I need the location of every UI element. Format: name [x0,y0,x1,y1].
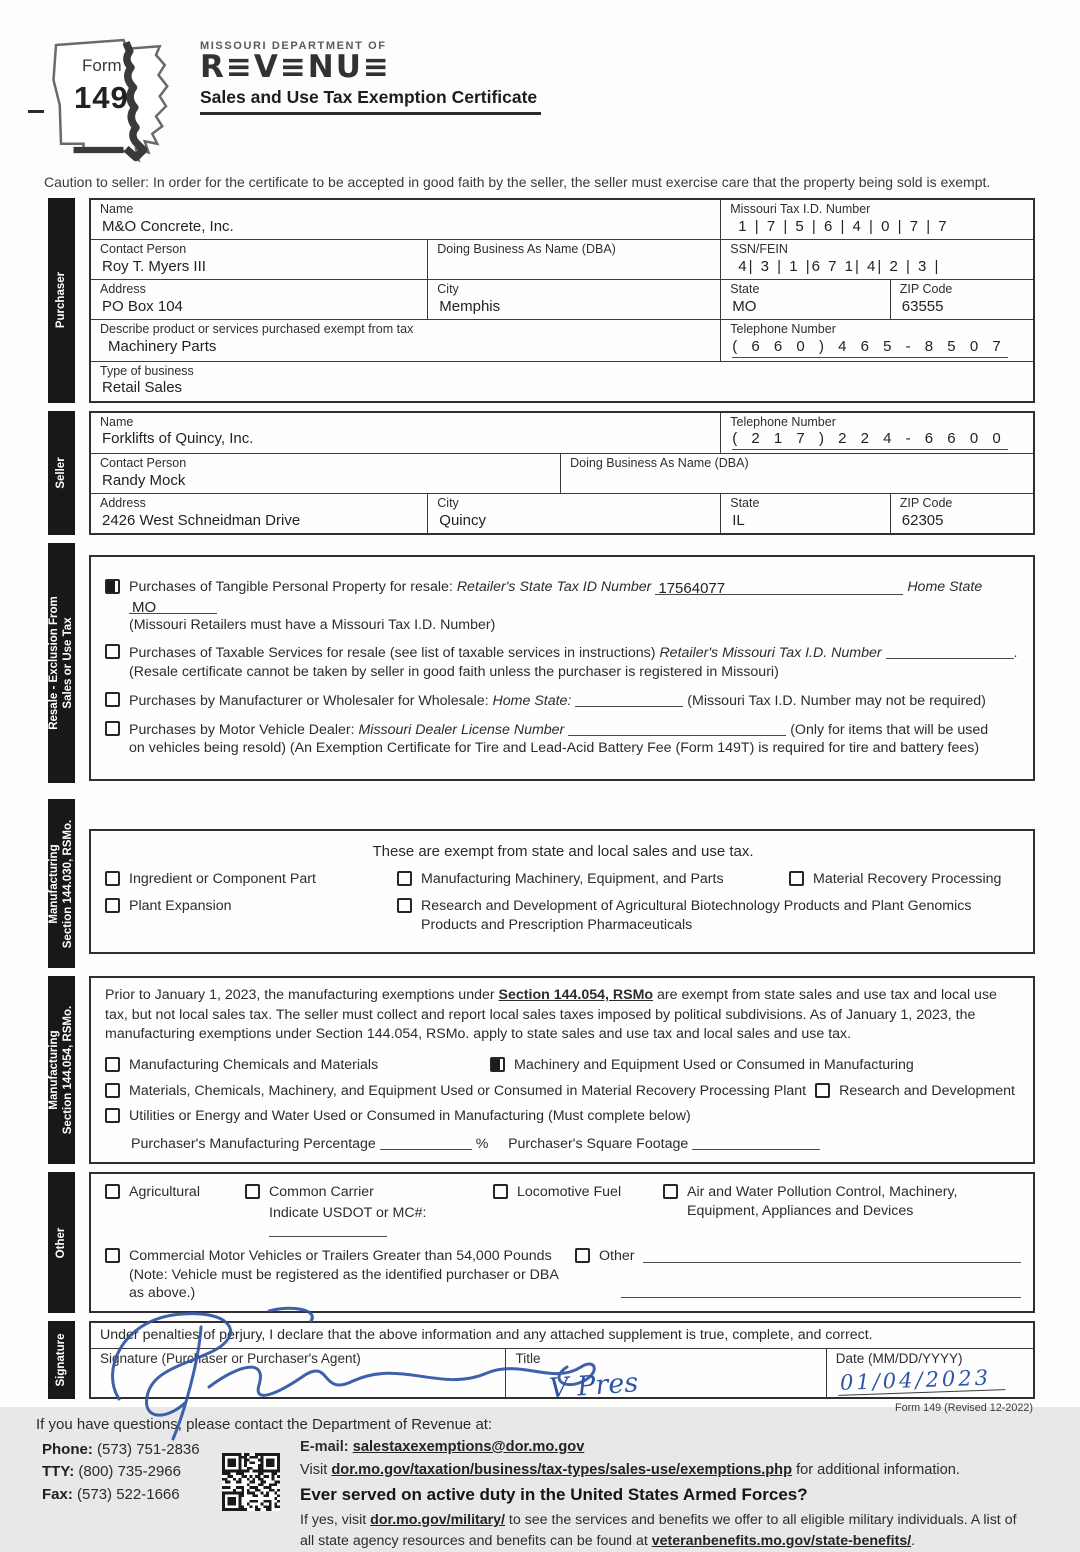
document-title: Sales and Use Tax Exemption Certificate [200,87,541,115]
seller-zip-field[interactable] [890,494,1033,533]
footer [36,1416,1035,1552]
mfg-054-chemicals-label: Manufacturing Chemicals and Materials [129,1056,379,1073]
resale-section-bar [48,543,75,783]
checkbox-motor-vehicle-dealer[interactable] [105,721,120,736]
checkbox-utilities-energy-water[interactable] [105,1108,120,1123]
mfg-030-bar-label-2: Section 144.030, RSMo. [61,819,74,948]
purchaser-section-bar [48,198,75,403]
armed-forces-question: Ever served on active duty in the United States Armed Forces? [300,1484,808,1504]
purchaser-tax-id-label: Missouri Tax I.D. Number [730,202,871,216]
purchaser-business-type-label: Type of business [100,363,194,378]
seller-state-value: IL [732,511,745,529]
mfg-054-box [89,976,1035,1164]
home-state-value: MO [132,598,157,616]
tty-label: TTY: [42,1463,75,1481]
exemptions-link[interactable]: dor.mo.gov/taxation/business/tax-types/sales-use/exemptions.php [331,1461,793,1478]
mfg-030-box [89,829,1035,954]
checkbox-material-recovery[interactable] [789,871,804,886]
purchaser-tax-id-value: 1 | 7 | 5 | 6 | 4 | 0 | 7 | 7 [738,217,949,235]
seller-state-label: State [730,496,760,511]
date-handwritten-value: 01/04/2023 [837,1365,1005,1396]
checkbox-tangible-property-resale[interactable] [105,579,120,594]
fax-value: (573) 522-1666 [77,1485,180,1503]
form-word: Form [82,56,122,75]
phone-value: (573) 751-2836 [97,1440,200,1458]
other-blank-1[interactable] [643,1247,1021,1263]
mfg-030-machinery-label: Manufacturing Machinery, Equipment, and Parts [421,871,724,888]
armed-text-2: to see the services and benefits we offer to all eligible military individuals. A list of [504,1511,1017,1528]
other-item-other [575,1247,1021,1301]
footer-info-column [288,1439,1035,1552]
purchaser-state-value: MO [732,297,757,315]
purchaser-contact-value: Roy T. Myers III [102,257,206,275]
seller-city-label: City [437,496,459,511]
fax-line [42,1484,222,1507]
armed-text-1: If yes, visit [300,1511,371,1528]
other-locomotive-label: Locomotive Fuel [517,1184,622,1201]
resale-tangible-note: (Missouri Retailers must have a Missouri Tax I.D. Number) [129,616,496,633]
mfg-030-recovery-label: Material Recovery Processing [813,871,1002,888]
resale-bar-label-1: Resale - Exclusion From [47,596,60,730]
resale-tangible-text: Purchases of Tangible Personal Property for resale: [129,579,453,596]
caution-to-seller: Caution to seller: In order for the certificate to be accepted in good faith by the seller, the seller must exercise care that the property being sold is exempt. [44,174,991,190]
purchaser-dba-label: Doing Business As Name (DBA) [437,242,616,256]
mfg-030-item-plant [105,897,397,916]
mfg-054-statute-ref[interactable]: Section 144.054, RSMo [498,987,654,1004]
signature-section [48,1321,1035,1405]
seller-contact-field[interactable] [91,454,560,493]
signature-bar-label: Signature [54,1333,67,1387]
resale-dealer-suffix: (Only for items that will be used [790,721,989,738]
checkbox-air-water-pollution[interactable] [663,1184,678,1199]
resale-services-text: Purchases of Taxable Services for resale (see list of taxable services in instructions) [129,645,656,662]
title-field[interactable] [505,1349,825,1405]
footer-contact-column [36,1439,222,1552]
perjury-statement: Under penalties of perjury, I declare that the above information and any attached supplement is true, complete, and correct. [91,1323,1033,1349]
checkbox-locomotive-fuel[interactable] [493,1184,508,1199]
seller-contact-value: Randy Mock [102,471,186,489]
checkbox-research-development[interactable] [815,1083,830,1098]
purchaser-zip-label: ZIP Code [899,282,953,296]
mfg-pct-unit: % [475,1136,489,1153]
purchaser-address-label: Address [100,282,146,296]
mfg-054-bar-label-2: Section 144.054, RSMo. [61,1005,74,1135]
resale-wholesale-suffix: (Missouri Tax I.D. Number may not be required) [687,692,986,709]
other-blank-2[interactable] [621,1282,1021,1298]
seller-box [89,411,1035,536]
purchaser-tax-id-field[interactable] [720,200,1033,239]
seller-state-field[interactable] [720,494,890,533]
purchaser-ssn-label: SSN/FEIN [730,242,788,256]
mfg-030-item-ingredient [105,870,397,889]
signature-field[interactable] [91,1349,505,1397]
checkbox-taxable-services-resale[interactable] [105,644,120,659]
seller-zip-label: ZIP Code [899,496,953,511]
checkbox-mfg-machinery-parts[interactable] [397,871,412,886]
resale-dealer-text: Purchases by Motor Vehicle Dealer: [129,721,355,738]
mfg-054-row-1 [105,1056,1021,1075]
tty-line [42,1461,222,1484]
email-line [300,1439,1035,1455]
seller-city-value: Quincy [439,511,486,529]
mfg-030-rnd-label: Research and Development of Agricultural Biotechnology Products and Plant Genomics Products and Prescription Pharmaceuticals [421,897,972,933]
purchaser-box [89,198,1035,403]
signature-section-bar [48,1321,75,1399]
purchaser-dba-field[interactable] [427,240,720,279]
seller-bar-label: Seller [54,457,67,489]
mfg-054-para-2: are exempt from state sales and use tax and local use tax, but not local sales tax. The seller must collect and report local sales taxes imposed by political subdivisions. As of January 1, 2023, the manufacturing exemptions under Section 144.054, RSMo. apply to state sales and use tax and local sales and use tax. [105,987,997,1042]
armed-text-3: all state agency resources and benefits can be found at [300,1533,652,1550]
resale-item-taxable-services [105,643,1023,681]
other-item-pollution [663,1183,1021,1220]
resale-section [48,543,1035,783]
title-field-label: Title [515,1350,541,1366]
purchaser-state-field[interactable] [720,280,890,319]
checkbox-agricultural[interactable] [105,1184,120,1199]
mfg-030-section [48,799,1035,968]
resale-services-suffix: . [1013,645,1018,662]
usdot-line [269,1205,493,1239]
signature-box [89,1321,1035,1405]
purchaser-address-field[interactable] [91,280,427,319]
footer-questions-line: If you have questions, please contact the Department of Revenue at: [36,1415,493,1433]
other-bar-label: Other [54,1227,67,1258]
form-number: 149 [74,80,129,115]
date-field[interactable] [826,1349,1033,1397]
email-link[interactable]: salestaxexemptions@dor.mo.gov [352,1438,585,1455]
mfg-030-plant-label: Plant Expansion [129,897,232,914]
purchaser-name-value: M&O Concrete, Inc. [102,217,234,235]
purchaser-city-label: City [437,282,459,296]
other-agricultural-label: Agricultural [129,1184,200,1201]
fax-label: Fax: [42,1485,73,1503]
checkbox-common-carrier[interactable] [245,1184,260,1199]
revenue-logo: R≡V≡NU≡ [200,49,391,85]
title-handwritten-value: V Pres [548,1367,640,1405]
resale-item-tangible [105,578,1023,634]
phone-line [42,1439,222,1462]
seller-section-bar [48,411,75,536]
purchaser-zip-field[interactable] [890,280,1033,319]
mfg-pct-blank[interactable] [380,1134,472,1150]
mfg-054-section-bar [48,976,75,1164]
mfg-054-para-1: Prior to January 1, 2023, the manufacturing exemptions under [105,987,499,1004]
agency-name: MISSOURI DEPARTMENT OF [200,40,387,52]
mfg-030-item-machinery [397,870,789,889]
resale-bar-label-2: Sales or Use Tax [61,617,74,709]
armed-text-period: . [911,1533,916,1550]
other-common-carrier-label: Common Carrier [269,1184,374,1201]
resale-dealer-italic: Missouri Dealer License Number [358,721,565,738]
mfg-054-paragraph [105,986,1021,1044]
purchaser-phone-label: Telephone Number [730,322,836,336]
resale-box [89,555,1035,781]
seller-address-label: Address [100,496,146,511]
purchaser-bar-label: Purchaser [54,272,67,329]
other-pollution-label: Air and Water Pollution Control, Machinery, Equipment, Appliances and Devices [687,1184,958,1219]
mfg-030-ingredient-label: Ingredient or Component Part [129,871,316,888]
other-item-common-carrier [245,1183,493,1239]
seller-phone-field[interactable] [720,413,1033,454]
other-section-bar [48,1172,75,1313]
purchaser-describe-field[interactable] [91,320,720,361]
other-item-agricultural [105,1183,245,1202]
seller-phone-value: ( 2 1 7 ) 2 2 4 - 6 6 0 0 [732,430,1007,450]
usdot-label: Indicate USDOT or MC#: [269,1204,427,1221]
phone-label: Phone: [42,1440,93,1458]
seller-dba-field[interactable] [560,454,1033,493]
mfg-054-rnd-label: Research and Development [839,1082,1015,1099]
mfg-054-section [48,976,1035,1164]
seller-name-field[interactable] [91,413,720,454]
purchaser-section [48,198,1035,403]
purchaser-phone-value: ( 6 6 0 ) 4 6 5 - 8 5 0 7 [732,338,1007,358]
checkbox-rnd-biotech[interactable] [397,898,412,913]
seller-section [48,411,1035,536]
visit-line [300,1462,1035,1478]
resale-item-wholesale [105,691,1023,711]
mfg-030-section-bar [48,799,75,968]
purchaser-ssn-field[interactable] [720,240,1033,279]
purchaser-business-type-value: Retail Sales [102,379,183,397]
mfg-sqft-blank[interactable] [692,1134,820,1150]
mfg-054-row-3 [105,1107,1021,1126]
mfg-054-recovery-label: Materials, Chemicals, Machinery, and Equipment Used or Consumed in Material Recovery Processing Plant [129,1082,807,1099]
other-box [89,1172,1035,1313]
qr-code [222,1439,288,1552]
seller-contact-label: Contact Person [100,456,187,471]
purchaser-city-value: Memphis [439,297,501,315]
date-field-label: Date (MM/DD/YYYY) [835,1350,963,1366]
resale-tangible-italic: Retailer's State Tax ID Number [456,579,652,596]
visit-suffix: for additional information. [792,1461,960,1478]
military-link[interactable]: dor.mo.gov/military/ [370,1511,505,1528]
signature-field-label: Signature (Purchaser or Purchaser's Agent) [100,1350,361,1366]
purchaser-city-field[interactable] [427,280,720,319]
checkbox-manufacturer-wholesale[interactable] [105,692,120,707]
purchaser-zip-value: 63555 [901,297,944,315]
mfg-030-header: These are exempt from state and local sales and use tax. [372,843,754,861]
seller-address-value: 2426 West Schneidman Drive [102,511,301,529]
email-label: E-mail: [300,1438,349,1455]
purchaser-name-field[interactable] [91,200,720,239]
resale-item-motor-vehicle [105,720,1023,758]
other-item-locomotive [493,1183,663,1202]
checkbox-machinery-consumed-mfg[interactable] [490,1057,505,1072]
tty-value: (800) 735-2966 [78,1463,181,1481]
purchaser-describe-label: Describe product or services purchased exempt from tax [100,322,414,336]
visit-prefix: Visit [300,1461,332,1478]
resale-services-italic: Retailer's Missouri Tax I.D. Number [659,645,882,662]
other-item-commercial-vehicles [105,1247,575,1303]
resale-services-note: (Resale certificate cannot be taken by seller in good faith unless the purchaser is registered in Missouri) [129,664,779,681]
seller-name-label: Name [100,414,134,429]
checkbox-material-recovery-plant[interactable] [105,1083,120,1098]
checkbox-commercial-vehicles[interactable] [105,1248,120,1263]
form-header [30,28,1035,170]
mfg-030-item-rnd [397,897,1021,934]
mfg-054-utilities-label: Utilities or Energy and Water Used or Consumed in Manufacturing (Must complete below) [129,1108,691,1125]
purchaser-phone-field[interactable] [720,320,1033,361]
checkbox-ingredient-component[interactable] [105,871,120,886]
mfg-sqft-label: Purchaser's Square Footage [508,1136,689,1153]
purchaser-contact-field[interactable] [91,240,427,279]
missouri-outline [36,30,186,156]
mfg-054-machinery-label: Machinery and Equipment Used or Consumed in Manufacturing [514,1056,914,1073]
purchaser-name-label: Name [100,202,134,216]
mfg-pct-label: Purchaser's Manufacturing Percentage [131,1136,376,1153]
purchaser-state-label: State [730,282,760,296]
seller-zip-value: 62305 [901,511,944,529]
purchaser-ssn-value: 4| 3 | 1 |6 7 1| 4| 2 | 3 | [738,257,941,275]
resale-dealer-note: on vehicles being resold) (An Exemption Certificate for Tire and Lead-Acid Battery Fee (Form 149T) is required for tire and battery fees) [129,740,980,757]
seller-city-field[interactable] [427,494,720,533]
resale-wholesale-text: Purchases by Manufacturer or Wholesaler for Wholesale: [129,692,489,709]
purchaser-contact-label: Contact Person [100,242,187,256]
veteran-benefits-link[interactable]: veteranbenefits.mo.gov/state-benefits/ [651,1533,912,1550]
military-benefits-text [300,1510,1035,1552]
mfg-030-item-recovery [789,870,1021,889]
purchaser-business-type-field[interactable] [91,362,1033,401]
seller-dba-label: Doing Business As Name (DBA) [570,456,749,471]
retailer-tax-id-value: 17564077 [658,580,726,598]
seller-phone-label: Telephone Number [730,414,836,429]
resale-wholesale-italic: Home State: [492,692,572,709]
seller-name-value: Forklifts of Quincy, Inc. [102,430,254,448]
other-section [48,1172,1035,1313]
other-other-label: Other [599,1247,635,1264]
checkbox-plant-expansion[interactable] [105,898,120,913]
form-revision-note: Form 149 (Revised 12-2022) [894,1401,1033,1414]
other-commercial-label: Commercial Motor Vehicles or Trailers Greater than 54,000 Pounds (Note: Vehicle must be registered as the identified purchaser or DBA as above.) [129,1247,559,1302]
mfg-054-bar-label-1: Manufacturing [47,1030,60,1110]
purchaser-address-value: PO Box 104 [102,297,183,315]
checkbox-mfg-chemicals[interactable] [105,1057,120,1072]
usdot-blank[interactable] [269,1221,387,1237]
mfg-054-footer-line [131,1134,1021,1152]
resale-home-state-italic: Home State [907,579,983,596]
purchaser-describe-value: Machinery Parts [108,337,217,355]
mfg-030-bar-label-1: Manufacturing [47,844,60,924]
checkbox-other[interactable] [575,1248,590,1263]
mfg-054-row-2 [105,1082,1021,1101]
seller-address-field[interactable] [91,494,427,533]
